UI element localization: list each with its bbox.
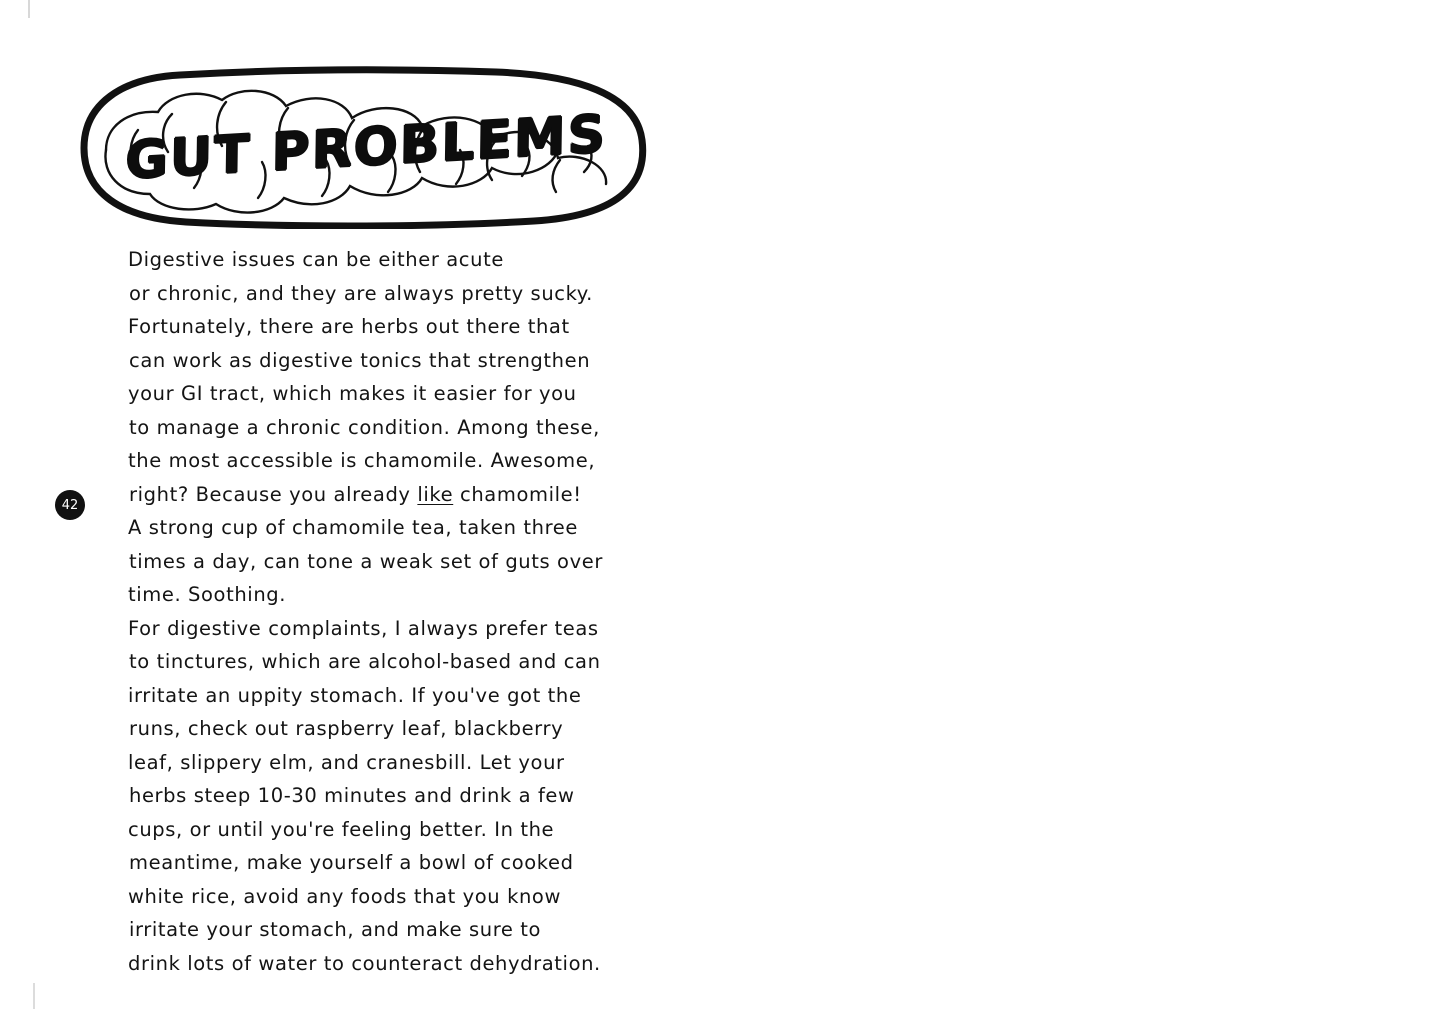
text-line: your GI tract, which makes it easier for you (128, 382, 577, 405)
text-line: or chronic, and they are always pretty sucky. (129, 281, 593, 305)
text-line: meantime, make yourself a bowl of cooked (129, 851, 574, 874)
text-line: times a day, can tone a weak set of guts over (129, 549, 603, 573)
left-page (0, 0, 722, 1009)
left-paragraph-1 (76, 243, 654, 612)
chapter-title-label: GUT PROBLEMS (124, 103, 608, 192)
left-page-body (76, 243, 654, 980)
text-line: A strong cup of chamomile tea, taken three (128, 516, 578, 539)
chapter-title-banner (76, 66, 656, 229)
text-line: runs, check out raspberry leaf, blackberry (129, 717, 564, 740)
text-line: drink lots of water to counteract dehydration. (128, 951, 601, 975)
text-line: Digestive issues can be either acute (128, 248, 504, 271)
text-line: For digestive complaints, I always prefer teas (128, 616, 599, 640)
text-line: herbs steep 10-30 minutes and drink a few (129, 784, 575, 807)
text-line: to tinctures, which are alcohol-based and can (129, 650, 601, 673)
text-line: irritate your stomach, and make sure to (129, 918, 542, 941)
text-line: Fortunately, there are herbs out there that (128, 315, 570, 338)
text-line: time. Soothing. (128, 583, 287, 606)
text-line: white rice, avoid any foods that you know (128, 884, 561, 908)
text-line: the most accessible is chamomile. Awesome, (128, 449, 596, 472)
text-line: to manage a chronic condition. Among these, (129, 415, 600, 439)
text-line: can work as digestive tonics that strengthen (129, 348, 591, 372)
text-line: irritate an uppity stomach. If you've got the (128, 683, 582, 707)
right-page (722, 0, 1445, 1009)
left-paragraph-2 (76, 612, 654, 981)
page-number-left: 42 (55, 490, 85, 520)
text-line: leaf, slippery elm, and cranesbill. Let your (128, 750, 565, 774)
text-line-with-underline: right? Because you already like chamomile! (129, 482, 582, 506)
text-line: cups, or until you're feeling better. In the (128, 817, 555, 841)
